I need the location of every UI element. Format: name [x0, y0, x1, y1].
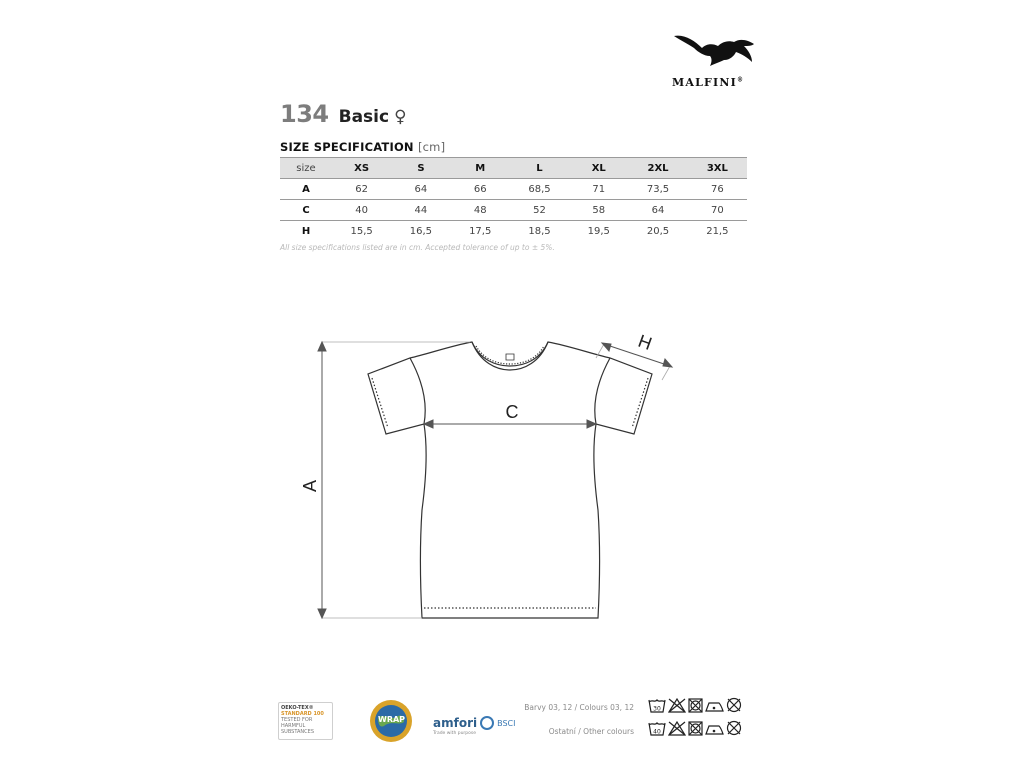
table-cell: 48: [451, 200, 510, 221]
bsci-icon: [480, 716, 494, 730]
table-cell: 71: [569, 179, 628, 200]
product-title: [280, 100, 407, 130]
oeko-tested: TESTED FOR HARMFUL SUBSTANCES: [281, 717, 315, 735]
label-c: C: [505, 402, 519, 422]
table-header-row: [280, 158, 747, 179]
colours-line-1: Barvy 03, 12 / Colours 03, 12: [524, 703, 634, 712]
table-header-cell: 2XL: [628, 158, 687, 179]
table-cell: 21,5: [706, 225, 729, 237]
table-cell: 58: [569, 200, 628, 221]
bsci-label: BSCI: [497, 718, 516, 728]
table-cell: 20,5: [646, 225, 670, 237]
table-cell: 16,5: [409, 225, 433, 237]
eagle-icon: [672, 30, 772, 74]
table-header-cell: XL: [569, 158, 628, 179]
table-cell: 62: [332, 179, 391, 200]
table-row: [280, 221, 747, 242]
spec-heading: [280, 140, 445, 154]
label-h: H: [635, 330, 655, 354]
table-cell: 15,5: [350, 225, 373, 237]
care-symbols: [647, 694, 747, 740]
table-row: [280, 200, 747, 221]
tshirt-diagram: [300, 320, 680, 630]
row-label: A: [280, 179, 332, 200]
row-label: H: [301, 225, 311, 237]
wrap-logo: [368, 698, 414, 744]
table-cell: 64: [391, 179, 450, 200]
row-label: C: [280, 200, 332, 221]
table-cell: 44: [391, 200, 450, 221]
spec-unit: [cm]: [417, 140, 446, 154]
size-table: [280, 157, 747, 241]
care-symbols-graphic: [647, 694, 747, 740]
registered-mark: ®: [737, 76, 745, 84]
amfori-logo: [433, 716, 515, 730]
table-cell: 68,5: [510, 179, 569, 200]
table-header-cell: M: [451, 158, 510, 179]
table-row: [280, 179, 747, 200]
amfori-tagline: Trade with purpose: [433, 731, 477, 736]
amfori-name: amfori: [433, 716, 478, 730]
table-header-cell: L: [510, 158, 569, 179]
colours-line-2: Ostatní / Other colours: [548, 727, 634, 736]
table-cell: 76: [688, 179, 747, 200]
tolerance-note: All size specifications listed are in cm. Accepted tolerance of up to ± 5%.: [280, 243, 555, 252]
table-cell: 66: [451, 179, 510, 200]
oeko-standard: STANDARD 100: [281, 711, 324, 717]
tshirt-outline: [300, 320, 680, 630]
product-number: 134: [280, 100, 329, 128]
wash-temp-30: 30: [653, 705, 661, 713]
table-header-cell: XS: [332, 158, 391, 179]
table-header-cell: S: [391, 158, 450, 179]
table-cell: 73,5: [628, 179, 687, 200]
table-cell: 40: [332, 200, 391, 221]
wash-temp-40: 40: [653, 728, 661, 736]
label-a: A: [300, 479, 320, 493]
colours-info: [512, 701, 634, 749]
wrap-label: WRAP: [378, 715, 406, 724]
brand-logo: [668, 30, 778, 92]
table-cell: 19,5: [587, 225, 610, 237]
table-header-cell: size: [280, 158, 332, 179]
brand-name: MALFINI: [672, 76, 738, 89]
table-header-cell: 3XL: [688, 158, 747, 179]
table-cell: 64: [628, 200, 687, 221]
female-icon: ♀: [394, 107, 407, 127]
oeko-title: OEKO-TEX®: [281, 705, 314, 711]
table-cell: 52: [510, 200, 569, 221]
spec-title: SIZE SPECIFICATION: [280, 140, 414, 154]
table-cell: 18,5: [528, 225, 551, 237]
oeko-tex-logo: [278, 702, 333, 740]
table-cell: 17,5: [469, 225, 492, 237]
product-name: Basic: [338, 107, 390, 127]
table-cell: 70: [688, 200, 747, 221]
